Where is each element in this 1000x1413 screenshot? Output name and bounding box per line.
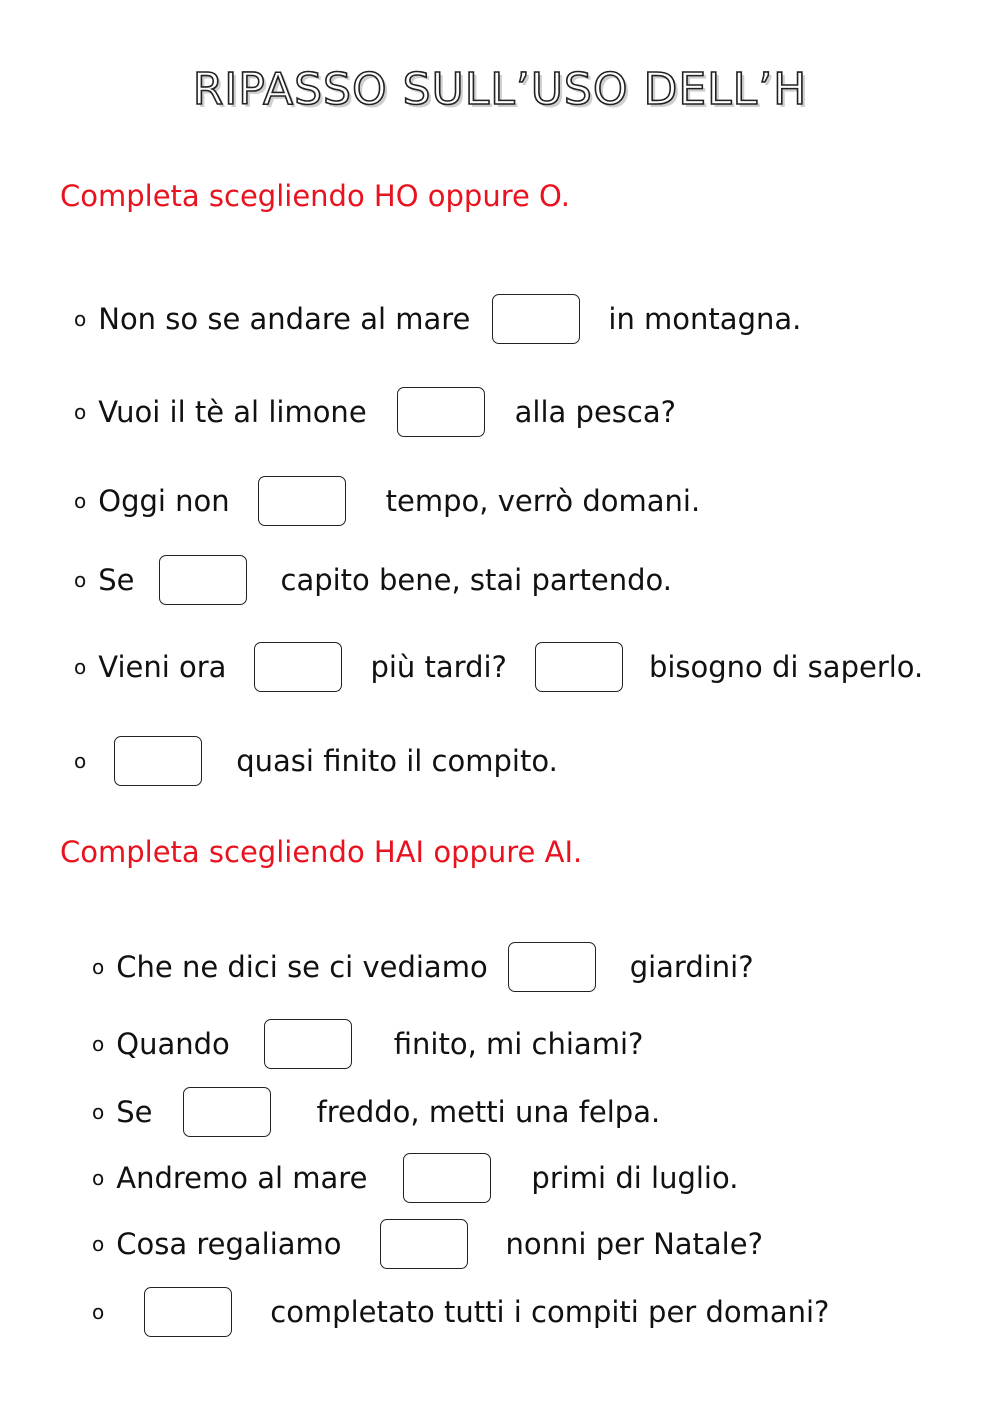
exercise-row (92, 1085, 660, 1139)
sentence-part: Non so se andare al mare (98, 302, 471, 336)
answer-box[interactable] (508, 942, 596, 992)
sentence-part: Vieni ora (98, 650, 227, 684)
exercise-row (74, 640, 923, 694)
sentence-part: completato tutti i compiti per domani? (270, 1295, 830, 1329)
worksheet-title: RIPASSO SULL’USO DELL’H (192, 64, 808, 115)
answer-box[interactable] (254, 642, 342, 692)
answer-box[interactable] (258, 476, 346, 526)
exercise-row (74, 385, 676, 439)
sentence-part: capito bene, stai partendo. (280, 563, 672, 597)
bullet-circle: o (74, 749, 87, 773)
bullet-circle: o (74, 655, 87, 679)
bullet-circle: o (92, 1032, 105, 1056)
answer-box[interactable] (535, 642, 623, 692)
sentence-part: quasi finito il compito. (236, 744, 558, 778)
answer-box[interactable] (183, 1087, 271, 1137)
answer-box[interactable] (380, 1219, 468, 1269)
sentence-part: in montagna. (608, 302, 802, 336)
exercise-row (74, 292, 801, 346)
exercise-row (74, 734, 558, 788)
exercise-row (92, 1017, 643, 1071)
sentence-part: nonni per Natale? (505, 1227, 763, 1261)
sentence-part: Se (98, 563, 135, 597)
answer-box[interactable] (397, 387, 485, 437)
sentence-part: Vuoi il tè al limone (98, 395, 367, 429)
exercise-row (74, 474, 700, 528)
sentence-part: Che ne dici se ci vediamo (116, 950, 488, 984)
bullet-circle: o (74, 307, 87, 331)
exercise-row (92, 1151, 738, 1205)
sentence-part: alla pesca? (514, 395, 676, 429)
sentence-part: Andremo al mare (116, 1161, 368, 1195)
bullet-circle: o (74, 568, 87, 592)
sentence-part: Se (116, 1095, 153, 1129)
exercise-row (92, 1285, 829, 1339)
bullet-circle: o (92, 1166, 105, 1190)
bullet-circle: o (74, 400, 87, 424)
bullet-circle: o (92, 1100, 105, 1124)
sentence-part: giardini? (629, 950, 754, 984)
answer-box[interactable] (159, 555, 247, 605)
sentence-part: freddo, metti una felpa. (316, 1095, 661, 1129)
sentence-part: Quando (116, 1027, 230, 1061)
sentence-part: primi di luglio. (531, 1161, 739, 1195)
sentence-part: bisogno di saperlo. (648, 650, 924, 684)
bullet-circle: o (74, 489, 87, 513)
bullet-circle: o (92, 1300, 105, 1324)
sentence-part: Oggi non (98, 484, 230, 518)
sentence-part: finito, mi chiami? (393, 1027, 644, 1061)
answer-box[interactable] (144, 1287, 232, 1337)
section2-instruction: Completa scegliendo HAI oppure AI. (60, 835, 583, 869)
sentence-part: tempo, verrò domani. (385, 484, 701, 518)
sentence-part: più tardi? (370, 650, 507, 684)
answer-box[interactable] (403, 1153, 491, 1203)
exercise-row (92, 940, 754, 994)
sentence-part: Cosa regaliamo (116, 1227, 342, 1261)
exercise-row (74, 553, 672, 607)
answer-box[interactable] (492, 294, 580, 344)
bullet-circle: o (92, 955, 105, 979)
answer-box[interactable] (264, 1019, 352, 1069)
bullet-circle: o (92, 1232, 105, 1256)
exercise-row (92, 1217, 763, 1271)
answer-box[interactable] (114, 736, 202, 786)
section1-instruction: Completa scegliendo HO oppure O. (60, 179, 570, 213)
